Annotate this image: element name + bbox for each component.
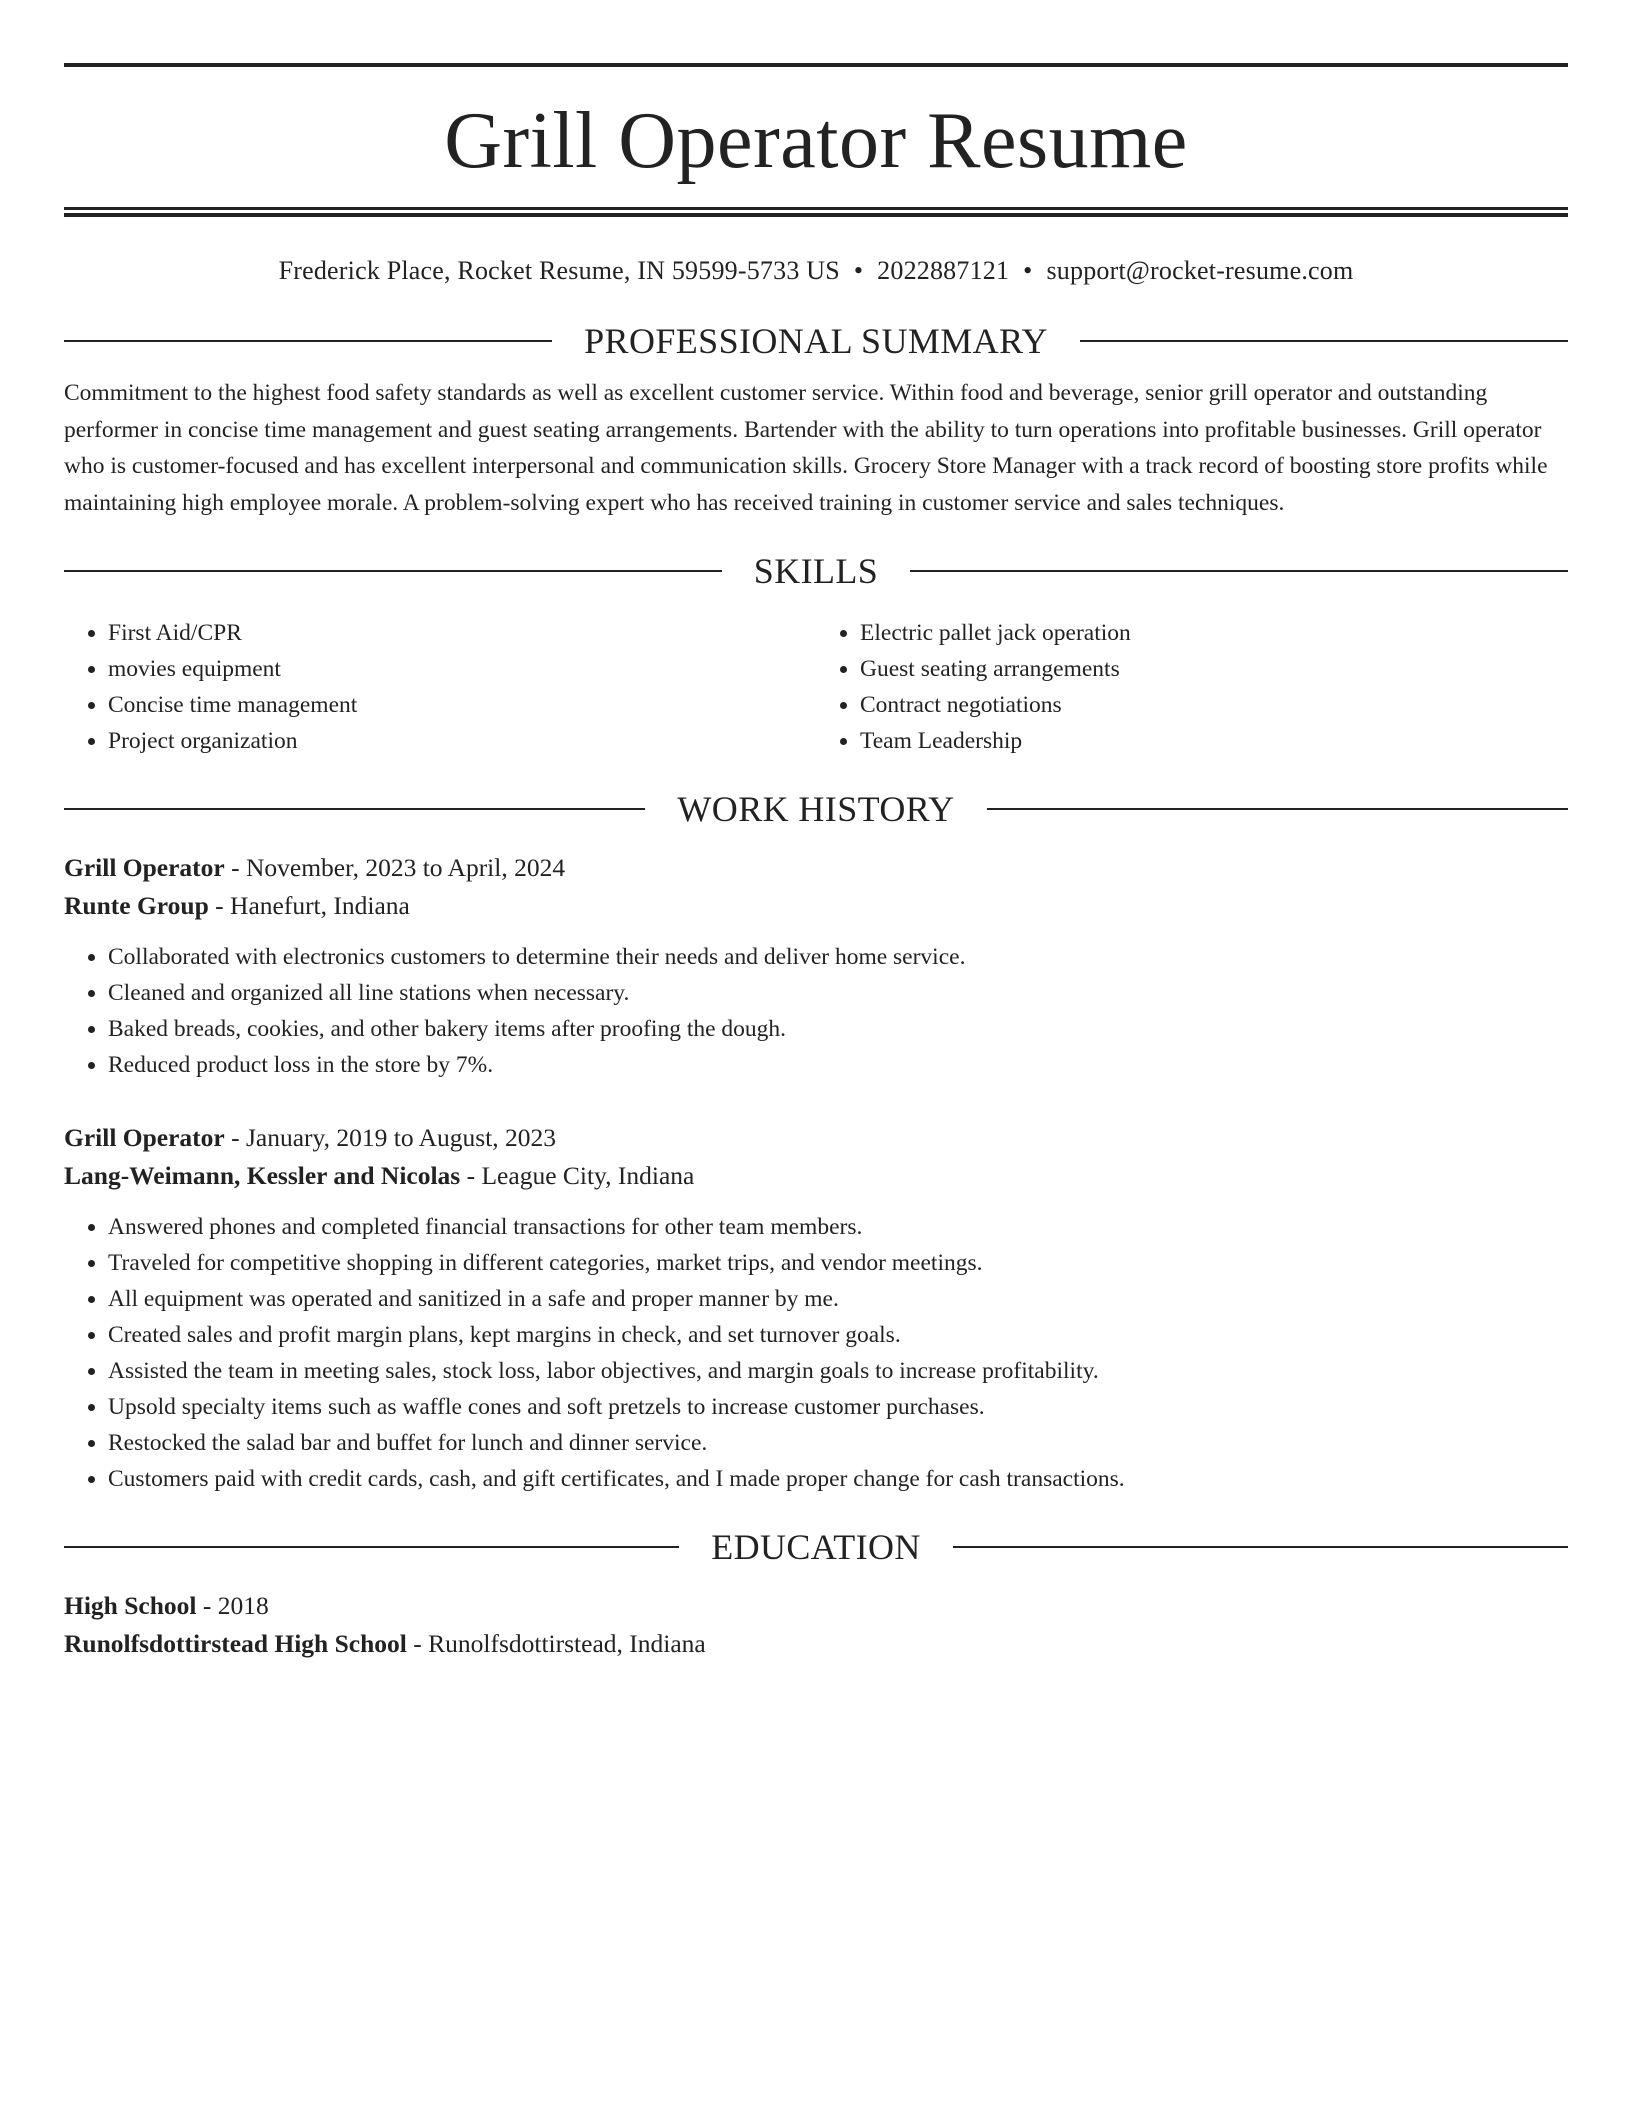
skill-item: • Contract negotiations — [860, 687, 1568, 723]
education-school-line — [64, 1625, 1568, 1663]
job-company: Runte Group — [64, 891, 209, 920]
skills-column-right — [816, 615, 1568, 759]
job-company-line — [64, 887, 1568, 925]
skill-item: • Guest seating arrangements — [860, 651, 1568, 687]
job-bullet: • Traveled for competitive shopping in different categories, market trips, and vendor meetings. — [108, 1245, 1568, 1281]
contact-phone: 2022887121 — [877, 256, 1010, 285]
job-bullets — [64, 939, 1568, 1083]
section-title: SKILLS — [753, 551, 879, 591]
section-title: EDUCATION — [711, 1527, 921, 1567]
job-bullet: • Customers paid with credit cards, cash, and gift certificates, and I made proper change for cash transactions. — [108, 1461, 1568, 1497]
job-entry — [64, 1119, 1568, 1497]
job-title-line — [64, 1119, 1568, 1157]
job-bullet: • Restocked the salad bar and buffet for lunch and dinner service. — [108, 1425, 1568, 1461]
contact-email: support@rocket-resume.com — [1046, 256, 1354, 285]
skill-item: • Electric pallet jack operation — [860, 615, 1568, 651]
heading-rule — [64, 340, 552, 342]
job-entry — [64, 849, 1568, 1083]
job-dates: - November, 2023 to April, 2024 — [224, 853, 566, 882]
job-bullet: • Baked breads, cookies, and other bakery items after proofing the dough. — [108, 1011, 1568, 1047]
skill-item: • Concise time management — [108, 687, 816, 723]
job-bullet: • Assisted the team in meeting sales, stock loss, labor objectives, and margin goals to increase profitability. — [108, 1353, 1568, 1389]
education-school: Runolfsdottirstead High School — [64, 1629, 407, 1658]
heading-rule — [64, 808, 645, 810]
contact-separator: • — [1023, 256, 1033, 285]
contact-separator: • — [853, 256, 864, 285]
job-location: - Hanefurt, Indiana — [208, 891, 410, 920]
skill-item: • movies equipment — [108, 651, 816, 687]
job-company: Lang-Weimann, Kessler and Nicolas — [64, 1161, 461, 1190]
contact-line — [64, 251, 1568, 291]
heading-rule — [987, 808, 1568, 810]
contact-address: Frederick Place, Rocket Resume, IN 59599-5733 US — [278, 256, 840, 285]
job-dates: - January, 2019 to August, 2023 — [224, 1123, 556, 1152]
summary-paragraph: Commitment to the highest food safety standards as well as excellent customer service. Within food and beverage, senior grill operator and outstanding performer in concise time management and guest seating arrangements. Bartender with the ability to turn operations into profitable businesses. Grill operator who is customer-focused and has excellent interpersonal and communication skills. Grocery Store Manager with a track record of boosting store profits while maintaining high employee morale. A problem-solving expert who has received training in customer service and sales techniques. — [64, 380, 1548, 516]
job-bullet: • Cleaned and organized all line stations when necessary. — [108, 975, 1568, 1011]
job-location: - League City, Indiana — [460, 1161, 695, 1190]
job-bullet: • Reduced product loss in the store by 7%. — [108, 1047, 1568, 1083]
heading-rule — [1080, 340, 1568, 342]
skill-item: • First Aid/CPR — [108, 615, 816, 651]
job-title: Grill Operator — [64, 853, 225, 882]
heading-rule — [910, 570, 1568, 572]
section-title: WORK HISTORY — [677, 789, 955, 829]
skills-column-left — [64, 615, 816, 759]
heading-rule — [953, 1546, 1568, 1548]
skill-item: • Team Leadership — [860, 723, 1568, 759]
heading-rule — [64, 570, 722, 572]
job-bullet: • All equipment was operated and sanitized in a safe and proper manner by me. — [108, 1281, 1568, 1317]
resume-title: Grill Operator Resume — [444, 97, 1188, 185]
resume-page — [64, 0, 1568, 1663]
job-company-line — [64, 1157, 1568, 1195]
job-bullet: • Answered phones and completed financial transactions for other team members. — [108, 1209, 1568, 1245]
education-degree-line — [64, 1587, 1568, 1625]
education-degree: High School — [64, 1591, 197, 1620]
job-title: Grill Operator — [64, 1123, 225, 1152]
job-title-line — [64, 849, 1568, 887]
section-heading-summary — [64, 319, 1568, 363]
section-heading-education — [64, 1525, 1568, 1569]
education-entry — [64, 1587, 1568, 1663]
title-double-rule — [64, 207, 1568, 217]
education-year: - 2018 — [196, 1591, 269, 1620]
education-location: - Runolfsdottirstead, Indiana — [406, 1629, 706, 1658]
section-title: PROFESSIONAL SUMMARY — [584, 321, 1048, 361]
job-bullet: • Created sales and profit margin plans, kept margins in check, and set turnover goals. — [108, 1317, 1568, 1353]
skills-list — [64, 615, 1568, 759]
heading-rule — [64, 1546, 679, 1548]
section-heading-skills — [64, 549, 1568, 593]
job-bullet: • Upsold specialty items such as waffle cones and soft pretzels to increase customer purchases. — [108, 1389, 1568, 1425]
skill-item: • Project organization — [108, 723, 816, 759]
section-heading-work — [64, 787, 1568, 831]
job-bullet: • Collaborated with electronics customers to determine their needs and deliver home service. — [108, 939, 1568, 975]
job-bullets — [64, 1209, 1568, 1497]
